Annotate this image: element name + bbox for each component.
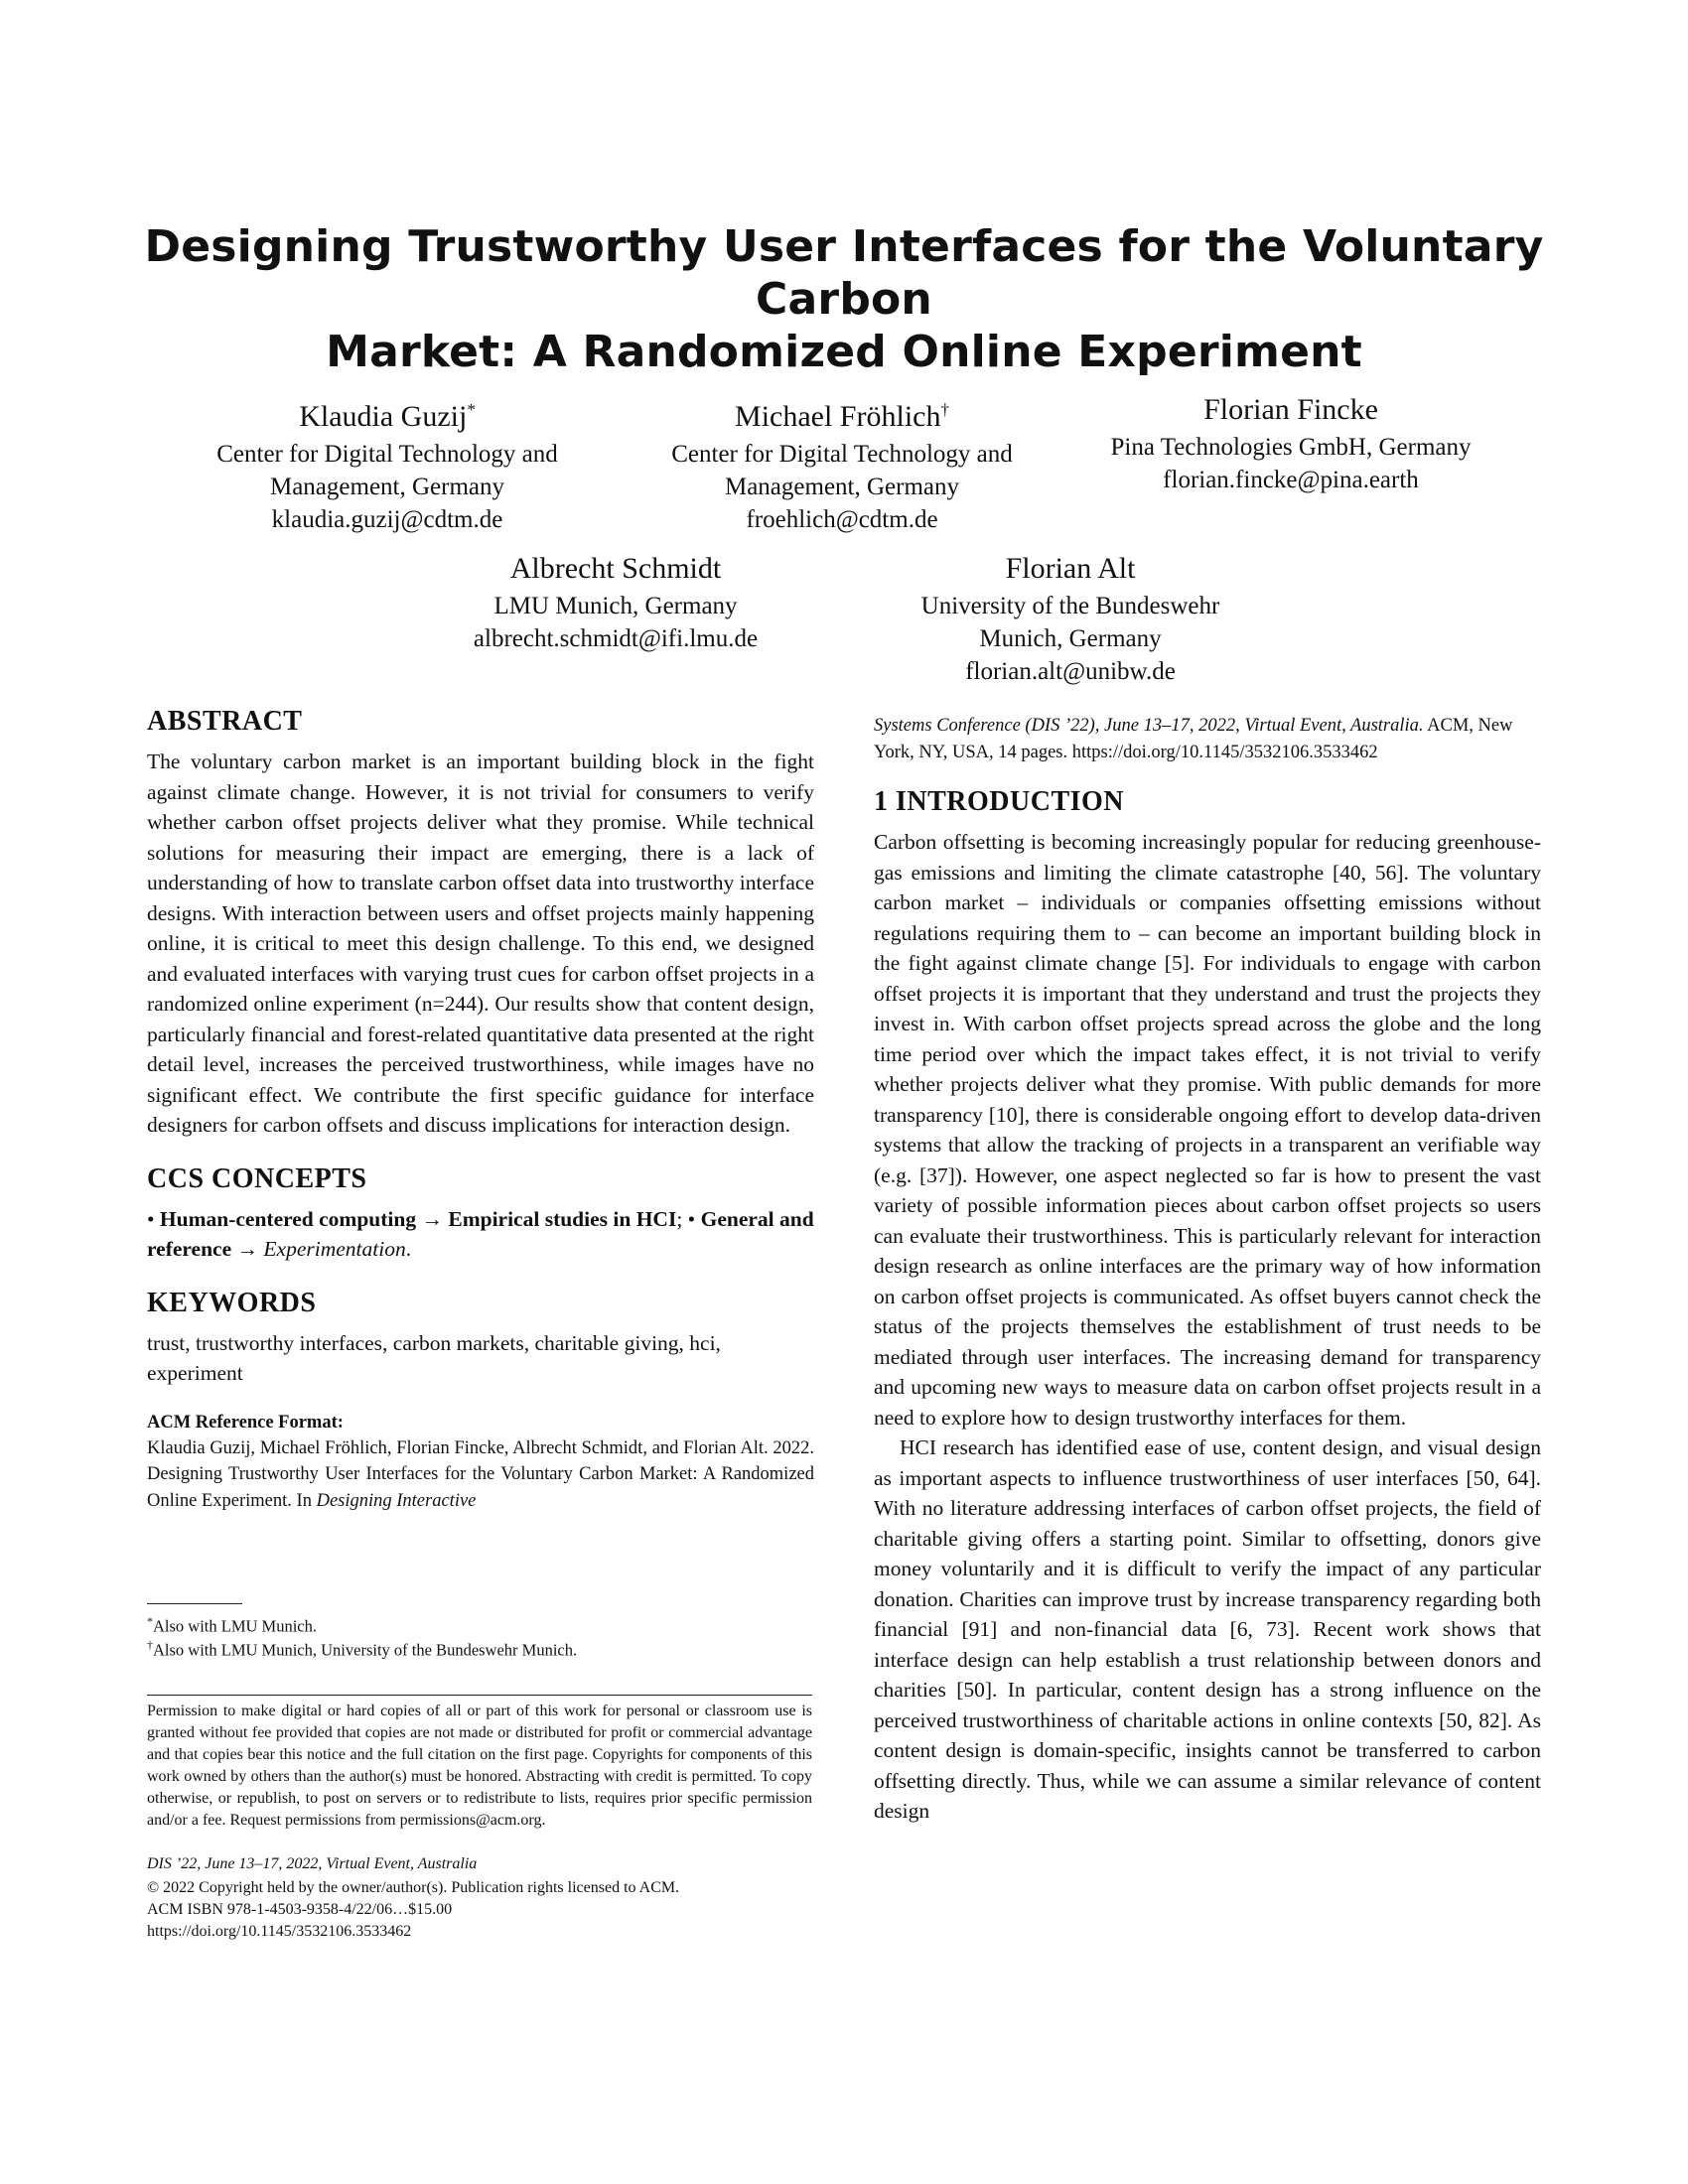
author-affiliation: Pina Technologies GmbH, Germany	[1110, 434, 1472, 461]
author-block	[862, 548, 1279, 688]
author-email: florian.fincke@pina.earth	[1163, 467, 1419, 493]
copyright-line: © 2022 Copyright held by the owner/author(s). Publication rights licensed to ACM.	[147, 1879, 680, 1896]
author-affiliation: Center for Digital Technology and	[671, 441, 1013, 468]
title-line-1: Designing Trustworthy User Interfaces for the Voluntary Carbon	[144, 221, 1544, 325]
keywords-text: trust, trustworthy interfaces, carbon markets, charitable giving, hci, experiment	[147, 1330, 721, 1385]
author-name: Klaudia Guzij*	[299, 400, 476, 433]
author-affiliation: LMU Munich, Germany	[493, 593, 738, 619]
author-affiliation: University of the Bundeswehr	[920, 593, 1220, 619]
author-name: Florian Alt	[1005, 552, 1136, 585]
author-email: albrecht.schmidt@ifi.lmu.de	[473, 625, 759, 652]
isbn-line: ACM ISBN 978-1-4503-9358-4/22/06…$15.00	[147, 1901, 453, 1918]
footnote-2: †Also with LMU Munich, University of the Bundeswehr Munich.	[147, 1638, 578, 1660]
abstract-heading: ABSTRACT	[147, 706, 303, 737]
abstract-text: The voluntary carbon market is an important building block in the fight against climate change. However, it is not trivial for consumers to verify whether carbon offset projects deliver what they promise. While technical solutions for measuring their impact are emerging, there is a lack of understanding of how to translate carbon offset data into trustworthy interface designs. With interaction between users and offset projects mainly happening online, it is critical to meet this design challenge. To this end, we designed and evaluated interfaces with varying trust cues for carbon offset projects in a randomized online experiment (n=244). Our results show that content design, particularly financial and forest-related quantitative data presented at the right detail level, increases the perceived trustworthiness, while images have no significant effect. We contribute the first specific guidance for interface designers for carbon offsets and discuss implications for interaction design.	[147, 750, 814, 1137]
permission-notice: Permission to make digital or hard copies of all or part of this work for personal or classroom use is granted without fee provided that copies are not made or distributed for profit or commercial advantage and that copies bear this notice and the full citation on the first page. Copyrights for components of this work owned by others than the author(s) must be honored. Abstracting with credit is permitted. To copy otherwise, or republish, to post on servers or to redistribute to lists, requires prior specific permission and/or a fee. Request permissions from permissions@acm.org.	[147, 1703, 812, 1829]
ccs-concepts: • Human-centered computing → Empirical studies in HCI; • General and reference → Experimentation.	[147, 1206, 814, 1261]
acm-reference-text: Klaudia Guzij, Michael Fröhlich, Florian Fincke, Albrecht Schmidt, and Florian Alt. 2022. Designing Trustworthy User Interfaces for the Voluntary Carbon Market: A Randomized Online Experiment. In Designing Interactive	[147, 1437, 814, 1511]
footnote-1: *Also with LMU Munich.	[147, 1614, 317, 1636]
footnote-rule	[147, 1603, 242, 1604]
author-name: Florian Fincke	[1203, 393, 1378, 426]
author-email: froehlich@cdtm.de	[746, 506, 938, 533]
author-email: florian.alt@unibw.de	[965, 658, 1176, 685]
ccs-heading: CCS CONCEPTS	[147, 1162, 367, 1194]
author-block	[633, 389, 1051, 536]
permission-rule	[147, 1695, 812, 1696]
paper-title	[139, 220, 1549, 378]
author-block	[1082, 389, 1499, 496]
author-block	[179, 389, 596, 536]
author-affiliation: Center for Digital Technology and	[216, 441, 558, 468]
author-affiliation: Management, Germany	[269, 474, 505, 500]
author-block	[407, 548, 824, 655]
introduction-heading: 1 INTRODUCTION	[874, 786, 1125, 817]
author-affiliation: Management, Germany	[724, 474, 960, 500]
author-email: klaudia.guzij@cdtm.de	[271, 506, 503, 533]
acm-reference-continuation: Systems Conference (DIS ’22), June 13–17, 2022, Virtual Event, Australia. ACM, New York, NY, USA, 14 pages. https://doi.org/10.1145/3532106.3533462	[874, 716, 1513, 762]
introduction-paragraph-1: Carbon offsetting is becoming increasingly popular for reducing greenhouse-gas emissions and limiting the climate catastrophe [40, 56]. The voluntary carbon market – individuals or companies offsetting emissions without regulations requiring them to – can become an important building block in the fight against climate change [5]. For individuals to engage with carbon offset projects it is important that they understand and trust the projects they invest in. With carbon offset projects spread across the globe and the long time period over which the impact takes effect, it is not trivial to verify whether projects deliver what they promise. With public demands for more transparency [10], there is considerable ongoing effort to develop data-driven systems that allow the tracking of projects in a transparent an verifiable way (e.g. [37]). However, one aspect neglected so far is how to present the vast variety of possible information pieces about carbon offset projects so users can evaluate their trustworthiness. This is particularly relevant for interaction design research as online interfaces are the primary way of how information on carbon offset projects is communicated. As offset buyers cannot check the status of the projects themselves the establishment of trust needs to be mediated through user interfaces. The increasing demand for transparency and upcoming new ways to measure data on carbon offset projects result in a need to explore how to design trustworthy interfaces for them.	[874, 830, 1541, 1430]
right-column	[874, 713, 1541, 1827]
conference-line: DIS ’22, June 13–17, 2022, Virtual Event, Australia	[147, 1855, 478, 1872]
introduction-paragraph-2: HCI research has identified ease of use, content design, and visual design as important aspects to influence trustworthiness of user interfaces [50, 64]. With no literature addressing interfaces of carbon offset projects, the field of charitable giving offers a starting point. Similar to offsetting, donors give money voluntarily and it is difficult to verify the impact of any particular donation. Charities can improve trust by increase transparency regarding both financial [91] and non-financial data [6, 73]. Recent work shows that interface design can help establish a trust relationship between donors and charities [50]. In particular, content design has a strong influence on the perceived trustworthiness of charitable actions in online contexts [50, 82]. As content design is domain-specific, insights cannot be transferred to carbon offsetting directly. Thus, while we can assume a similar relevance of content design	[874, 1435, 1541, 1823]
doi-line: https://doi.org/10.1145/3532106.3533462	[147, 1923, 412, 1940]
keywords-heading: KEYWORDS	[147, 1287, 317, 1318]
acm-reference-heading: ACM Reference Format:	[147, 1412, 344, 1433]
title-line-2: Market: A Randomized Online Experiment	[326, 327, 1362, 377]
author-name: Michael Fröhlich†	[735, 400, 949, 433]
left-column	[147, 705, 814, 1514]
author-affiliation: Munich, Germany	[979, 625, 1162, 652]
author-name: Albrecht Schmidt	[509, 552, 722, 585]
